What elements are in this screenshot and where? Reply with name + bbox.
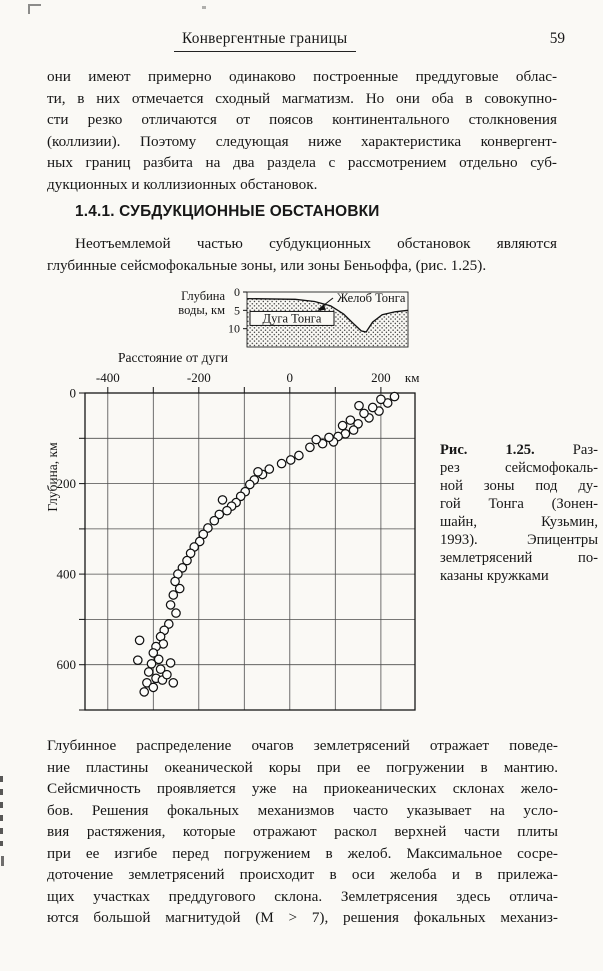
svg-text:Расстояние от дуги: Расстояние от дуги [118,350,228,365]
svg-text:Желоб Тонга: Желоб Тонга [337,291,406,305]
svg-text:-400: -400 [95,370,120,385]
svg-text:400: 400 [56,566,76,582]
scan-artifact [28,4,41,14]
scan-artifact [202,6,206,9]
svg-text:Глубина, км: Глубина, км [45,442,60,512]
figure-caption-first-line [440,441,598,459]
svg-text:600: 600 [56,657,76,673]
page-number: 59 [549,30,565,47]
svg-text:0: 0 [286,370,294,385]
svg-text:200: 200 [371,370,391,385]
section-heading: 1.4.1. СУБДУКЦИОННЫЕ ОБСТАНОВКИ [75,203,380,220]
paragraph-1: они имеют примерно одинаково построенные преддуговые облас- ти, в них отмечается сходный магматизм. Но они оба в совокупно- сти резко отличаются от поясов континентального столкновения (коллизии). Поэтому следующая ниже характеристика конвергент- ных границ разбита на два раздела с рассмотрением отдельно суб- дукционных и коллизионных обстановок. [47,68,557,193]
svg-text:км: км [404,370,420,385]
svg-text:Глубина: Глубина [181,289,225,303]
figure-1-25-seismic-cross-section [40,285,435,720]
svg-text:0: 0 [234,285,240,299]
figure-caption: Рис. 1.25. Раз- рез сейсмофокаль- ной зоны под ду- гой Тонга (Зонен- шайн, Кузьмин, 1993). Эпицентры землетрясений по- казаны кружками [440,442,598,584]
paragraph-2: Неотъемлемой частью субдукционных обстановок являются глубинные сейсмофокальные зоны, или зоны Беньоффа, (рис. 1.25). [47,235,557,274]
svg-text:воды, км: воды, км [178,303,225,317]
figure-caption-text: Раз- [572,442,598,458]
svg-text:0: 0 [69,385,76,401]
svg-text:Дуга Тонга: Дуга Тонга [262,311,322,326]
svg-text:10: 10 [228,321,240,336]
paragraph-3: Глубинное распределение очагов землетрясений отражает поведе- ние пластины океанической коры при ее погружении в мантию. Сейсмичность проявляется уже на приокеанических склонах жело- бов. Решения фокальных механизмов часто указывает на усло- вия растяжения, которые отражают раскол верхней части плиты при ее изгибе перед погружением в желоб. Максимальное сосре- доточение землетрясений происходит в оси желоба и в прилежа- щих участках преддугового склона. Землетрясения здесь отлича- ются большой магнитудой (М > 7), решения фокальных механиз- [47,737,558,927]
running-head-title: Конвергентные границы [174,30,356,52]
svg-text:200: 200 [56,476,76,492]
scan-artifact [1,856,4,866]
scan-artifact [0,776,3,846]
figure-caption-label: Рис. 1.25. [440,442,535,458]
svg-text:5: 5 [234,303,240,318]
svg-text:-200: -200 [186,370,211,385]
